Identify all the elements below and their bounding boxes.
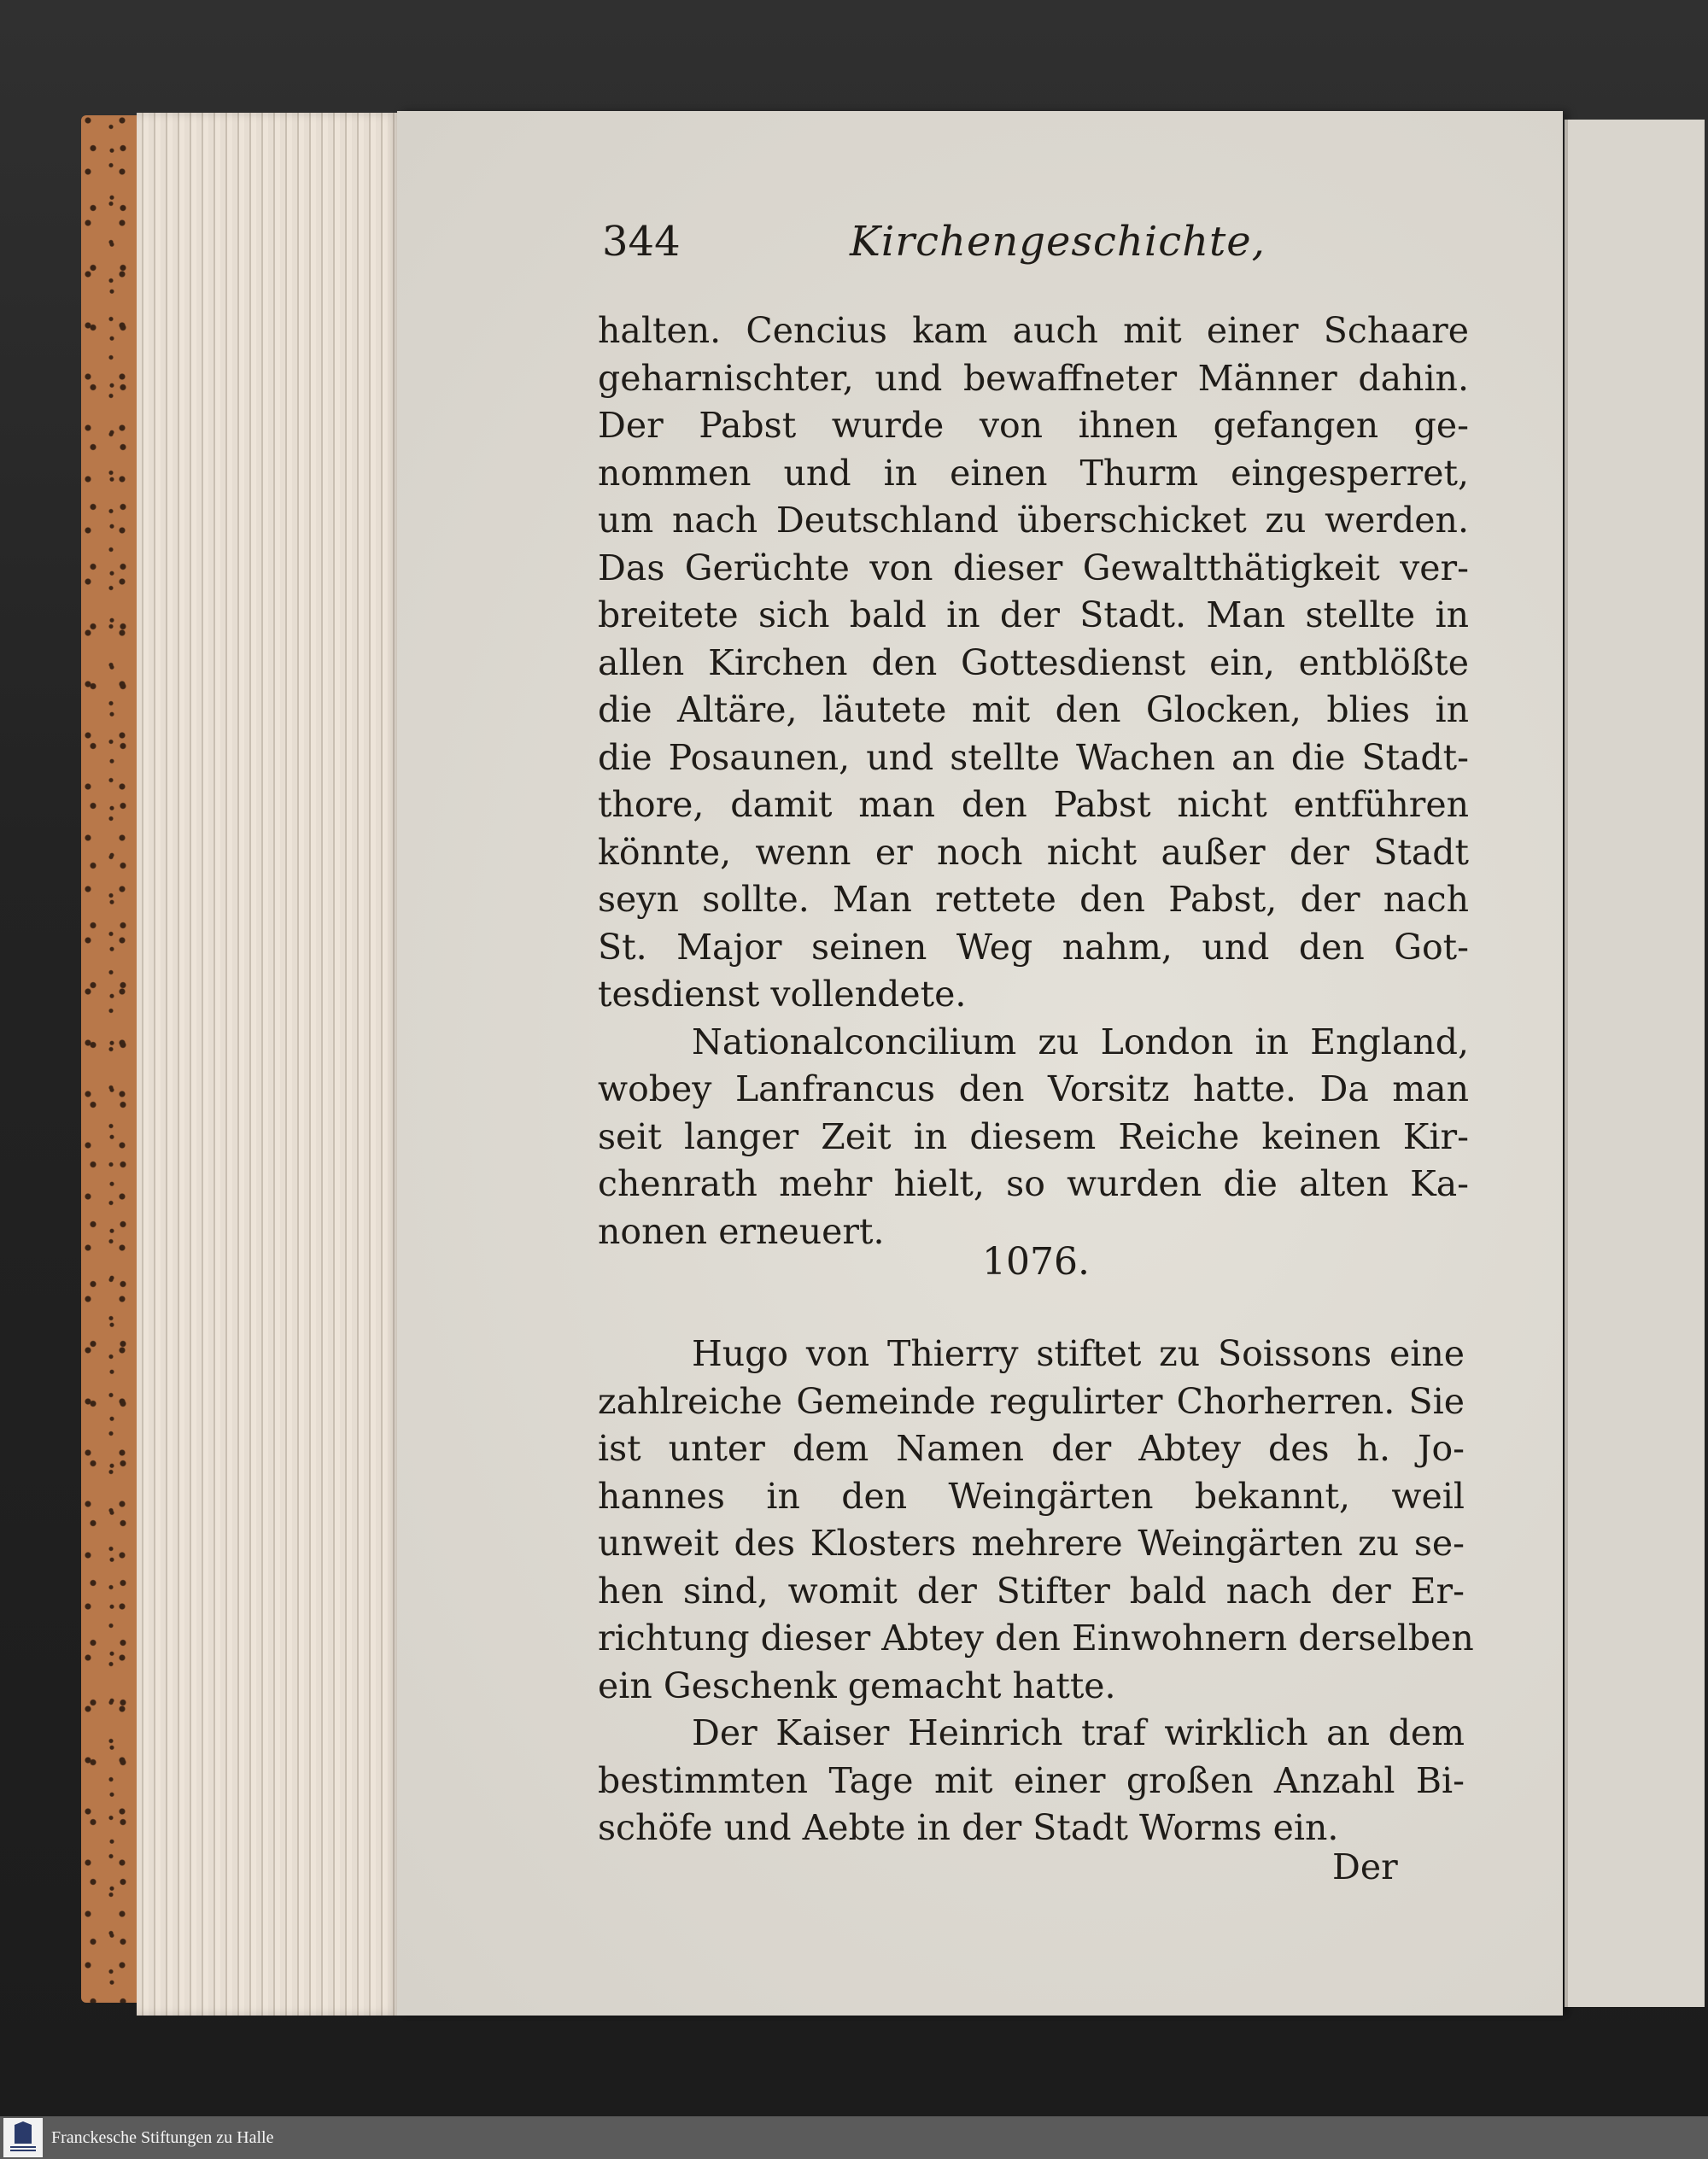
text-line: St. Major seinen Weg nahm, und den Got-	[598, 926, 1469, 968]
text-line: um nach Deutschland überschicket zu werden.	[598, 500, 1469, 541]
page-stack-edges	[137, 113, 401, 2016]
text-line: zahlreiche Gemeinde regulirter Chorherren. Sie	[598, 1380, 1465, 1422]
running-title: Kirchengeschichte,	[850, 218, 1266, 266]
seal-icon	[7, 2121, 39, 2154]
page-number: 344	[602, 218, 681, 266]
text-line: tesdienst vollendete.	[598, 974, 967, 1015]
text-line: nommen und in einen Thurm eingesperret,	[598, 452, 1469, 494]
text-line: die Altäre, läutete mit den Glocken, blies in	[598, 689, 1469, 730]
text-line: nonen erneuert.	[598, 1210, 885, 1252]
text-line: allen Kirchen den Gottesdienst ein, entblößte	[598, 641, 1469, 683]
text-line: seit langer Zeit in diesem Reiche keinen Kir-	[598, 1115, 1469, 1157]
body-text-lower	[598, 1331, 1474, 1852]
text-line: richtung dieser Abtey den Einwohnern derselben	[598, 1618, 1474, 1659]
text-line: hannes in den Weingärten bekannt, weil	[598, 1475, 1465, 1517]
footer-bar	[0, 2116, 1708, 2159]
text-line: Das Gerüchte von dieser Gewaltthätigkeit ver-	[598, 547, 1469, 588]
text-line: Der Pabst wurde von ihnen gefangen ge-	[598, 405, 1469, 446]
text-line: Nationalconcilium zu London in England,	[692, 1021, 1469, 1062]
institution-name[interactable]: Franckesche Stiftungen zu Halle	[51, 2127, 274, 2147]
text-line: könnte, wenn er noch nicht außer der Stadt	[598, 831, 1469, 873]
text-line: bestimmten Tage mit einer großen Anzahl Bi-	[598, 1759, 1465, 1801]
page-header	[602, 218, 1473, 278]
institution-logo[interactable]	[3, 2118, 43, 2157]
text-line: halten. Cencius kam auch mit einer Schaare	[598, 310, 1469, 351]
facing-page-edge	[1565, 120, 1705, 2007]
text-line: thore, damit man den Pabst nicht entführen	[598, 784, 1469, 825]
text-line: wobey Lanfrancus den Vorsitz hatte. Da man	[598, 1068, 1469, 1109]
text-line: Der Kaiser Heinrich traf wirklich an dem	[692, 1712, 1465, 1753]
text-line: chenrath mehr hielt, so wurden die alten Ka-	[598, 1163, 1469, 1204]
text-line: seyn sollte. Man rettete den Pabst, der nach	[598, 879, 1469, 920]
text-line: ist unter dem Namen der Abtey des h. Jo-	[598, 1428, 1465, 1469]
text-line: hen sind, womit der Stifter bald nach der Er-	[598, 1570, 1465, 1612]
text-line: geharnischter, und bewaffneter Männer dahin.	[598, 357, 1469, 399]
text-line: schöfe und Aebte in der Stadt Worms ein.	[598, 1807, 1339, 1848]
text-line: unweit des Klosters mehrere Weingärten zu se-	[598, 1523, 1465, 1564]
text-line: ein Geschenk gemacht hatte.	[598, 1665, 1116, 1706]
catchword: Der	[1332, 1846, 1398, 1887]
body-text-upper	[598, 307, 1469, 1255]
year-heading: 1076.	[982, 1240, 1090, 1284]
text-line: Hugo von Thierry stiftet zu Soissons eine	[692, 1333, 1465, 1374]
text-line: breitete sich bald in der Stadt. Man stellte in	[598, 594, 1469, 635]
text-line: die Posaunen, und stellte Wachen an die Stadt-	[598, 736, 1469, 778]
